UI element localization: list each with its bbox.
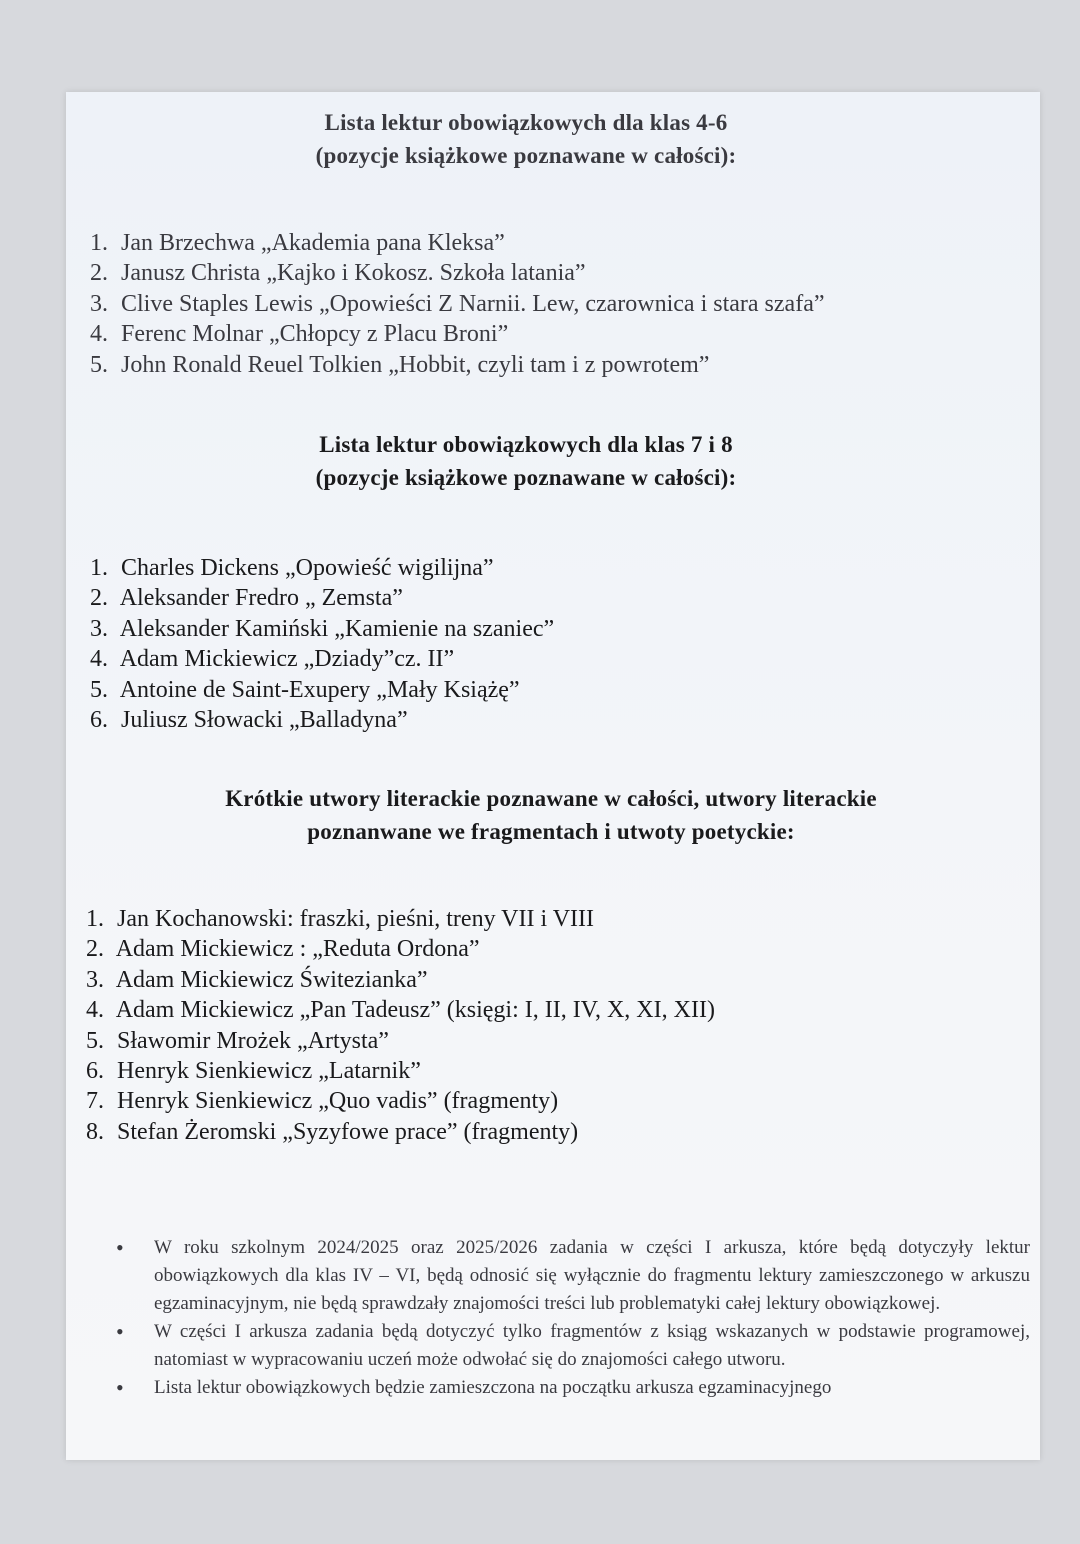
note-item: • W roku szkolnym 2024/2025 oraz 2025/2026 zadania w części I arkusza, które będą dotyczyły lektur obowiązkowych dla klas IV – VI, będą odnosić się wyłącznie do fragmentu lektury zamieszczonego w arkuszu egzaminacyjnym, nie będą sprawdzały znajomości treści lub problematyki całej lektury obowiązkowej. — [116, 1235, 1030, 1314]
list-item: 8. Stefan Żeromski „Syzyfowe prace” (fragmenty) — [86, 1118, 579, 1145]
section3-title-line1: Krótkie utwory literackie poznawane w całości, utwory literackie — [225, 786, 877, 811]
section1-heading — [246, 106, 806, 172]
list-item: 6. Juliusz Słowacki „Balladyna” — [90, 707, 408, 734]
list-item: 2. Janusz Christa „Kajko i Kokosz. Szkoła latania” — [90, 260, 586, 287]
document-page — [66, 92, 1040, 1460]
list-item: 5. Antoine de Saint-Exupery „Mały Książę” — [90, 676, 520, 703]
section1-title-line1: Lista lektur obowiązkowych dla klas 4-6 — [324, 110, 728, 135]
list-item: 2. Adam Mickiewicz : „Reduta Ordona” — [86, 936, 480, 963]
section3-heading — [126, 782, 976, 848]
notes-list — [108, 1234, 1030, 1402]
list-item: 1. Jan Brzechwa „Akademia pana Kleksa” — [90, 230, 505, 256]
section2-heading — [246, 428, 806, 494]
list-item: 4. Ferenc Molnar „Chłopcy z Placu Broni” — [90, 321, 509, 348]
bullet-icon: • — [116, 1375, 124, 1400]
list-item: 6. Henryk Sienkiewicz „Latarnik” — [86, 1058, 421, 1085]
list-item: 5. John Ronald Reuel Tolkien „Hobbit, czyli tam i z powrotem” — [90, 351, 710, 378]
section3-title-line2: poznanwane we fragmentach i utwoty poetyckie: — [307, 819, 795, 844]
section3-list — [86, 904, 715, 1147]
section1-title-line2: (pozycje książkowe poznawane w całości): — [315, 143, 737, 168]
section2-title-line1: Lista lektur obowiązkowych dla klas 7 i 8 — [319, 432, 733, 457]
list-item: 4. Adam Mickiewicz „Pan Tadeusz” (księgi: I, II, IV, X, XI, XII) — [86, 997, 715, 1024]
list-item: 2. Aleksander Fredro „ Zemsta” — [90, 585, 403, 612]
list-item: 4. Adam Mickiewicz „Dziady”cz. II” — [90, 646, 455, 673]
note-item: • W części I arkusza zadania będą dotyczyć tylko fragmentów z ksiąg wskazanych w podstawie programowej, natomiast w wypracowaniu uczeń może odwołać się do znajomości całego utworu. — [116, 1319, 1030, 1370]
list-item: 3. Adam Mickiewicz Świtezianka” — [86, 966, 428, 993]
section2-title-line2: (pozycje książkowe poznawane w całości): — [315, 465, 737, 490]
section1-list — [90, 228, 825, 380]
bullet-icon: • — [116, 1235, 124, 1260]
list-item: 1. Charles Dickens „Opowieść wigilijna” — [90, 555, 494, 581]
list-item: 1. Jan Kochanowski: fraszki, pieśni, treny VII i VIII — [86, 906, 594, 932]
note-item: • Lista lektur obowiązkowych będzie zamieszczona na początku arkusza egzaminacyjnego — [116, 1375, 832, 1400]
list-item: 5. Sławomir Mrożek „Artysta” — [86, 1027, 389, 1054]
list-item: 3. Aleksander Kamiński „Kamienie na szaniec” — [90, 615, 555, 642]
bullet-icon: • — [116, 1319, 124, 1344]
section2-list — [90, 553, 554, 735]
list-item: 3. Clive Staples Lewis „Opowieści Z Narnii. Lew, czarownica i stara szafa” — [90, 290, 825, 317]
list-item: 7. Henryk Sienkiewicz „Quo vadis” (fragmenty) — [86, 1088, 559, 1115]
